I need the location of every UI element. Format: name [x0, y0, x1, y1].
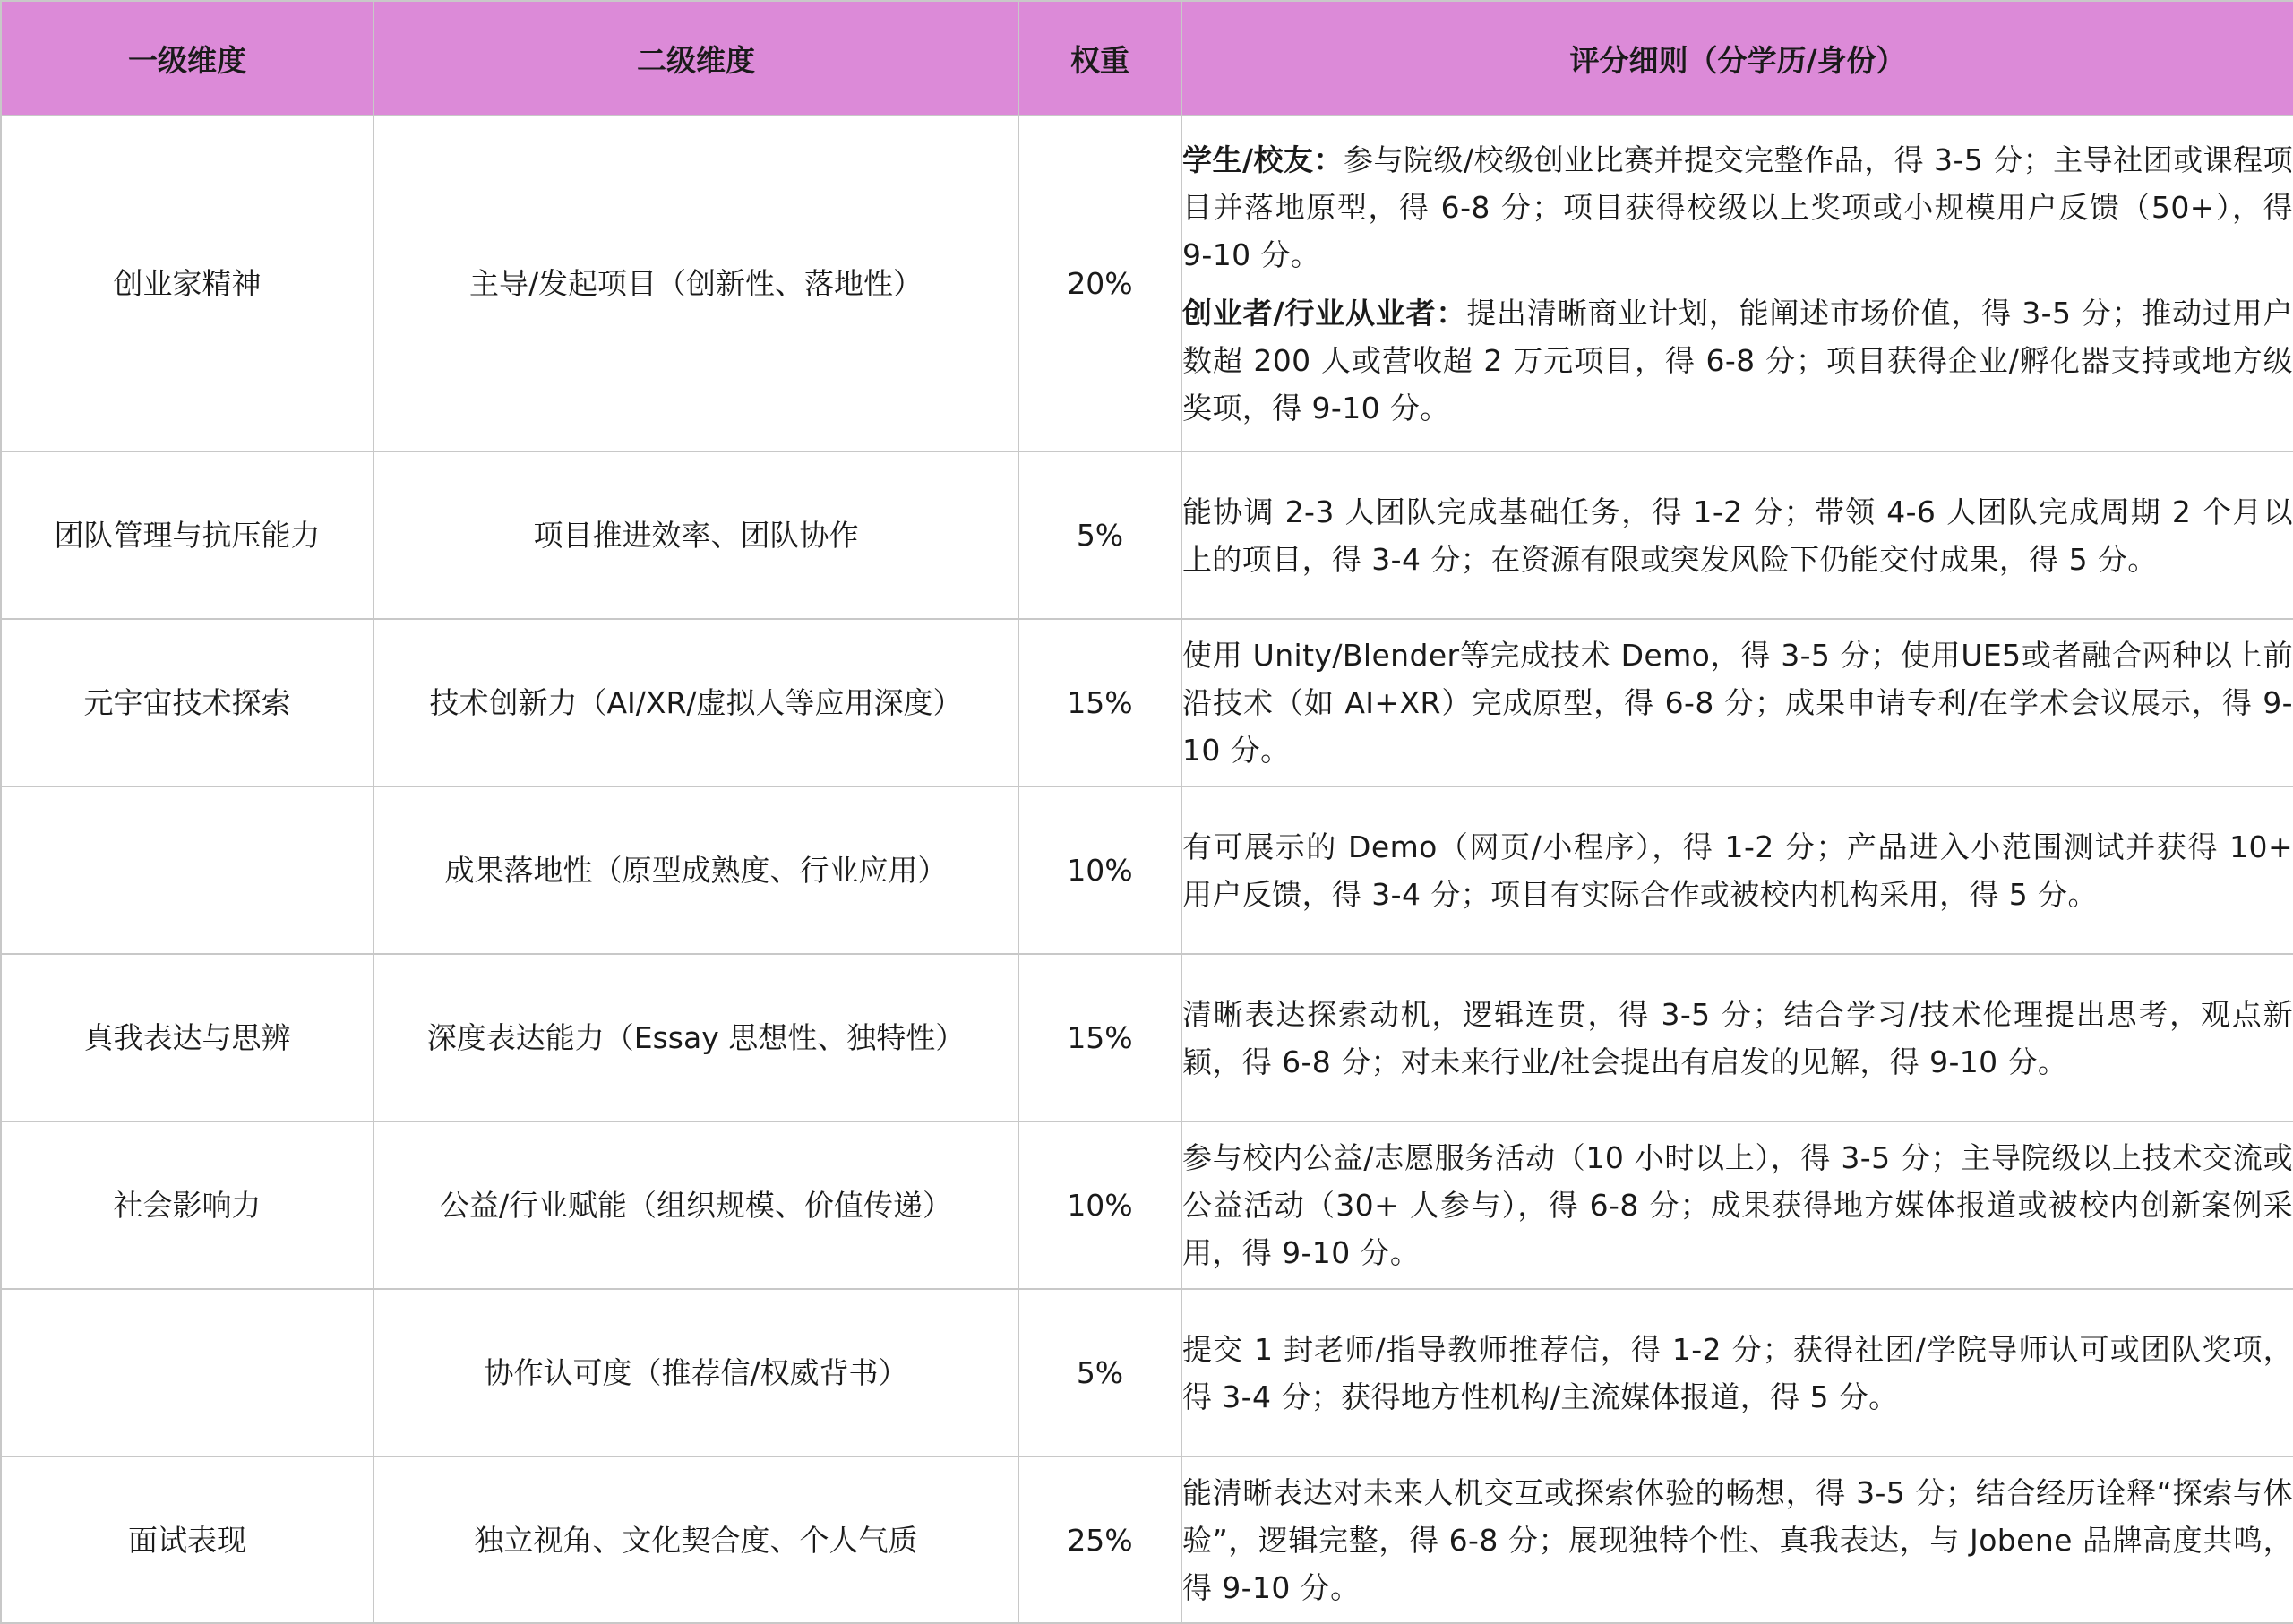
identity-label: 创业者/行业从业者：	[1182, 295, 1467, 331]
rules-text: 参与院级/校级创业比赛并提交完整作品，得 3-5 分；主导社团或课程项目并落地原型，得 6-8 分；项目获得校级以上奖项或小规模用户反馈（50+），得 9-10 分。	[1182, 142, 2293, 272]
rules-cell	[1181, 116, 2293, 451]
dim2-cell: 公益/行业赋能（组织规模、价值传递）	[374, 1121, 1018, 1289]
rules-text: 参与校内公益/志愿服务活动（10 小时以上），得 3-5 分；主导院级以上技术交流或公益活动（30+ 人参与），得 6-8 分；成果获得地方媒体报道或被校内创新案例采用，得 9-10 分。	[1182, 1140, 2293, 1270]
header-row	[1, 1, 2293, 116]
dim2-cell: 主导/发起项目（创新性、落地性）	[374, 116, 1018, 451]
weight-cell: 10%	[1018, 1121, 1181, 1289]
rules-text: 能协调 2-3 人团队完成基础任务，得 1-2 分；带领 4-6 人团队完成周期 2 个月以上的项目，得 3-4 分；在资源有限或突发风险下仍能交付成果，得 5 分。	[1182, 494, 2293, 577]
dim1-cell: 创业家精神	[1, 116, 374, 451]
table-row	[1, 954, 2293, 1121]
rules-text: 使用 Unity/Blender等完成技术 Demo，得 3-5 分；使用UE5或者融合两种以上前沿技术（如 AI+XR）完成原型，得 6-8 分；成果申请专利/在学术会议展示，得 9-10 分。	[1182, 638, 2293, 768]
weight-cell: 25%	[1018, 1456, 1181, 1623]
rules-cell	[1181, 954, 2293, 1121]
table-row	[1, 619, 2293, 786]
rules-cell	[1181, 1121, 2293, 1289]
rules-paragraph	[1182, 823, 2293, 918]
rules-paragraph	[1182, 1326, 2293, 1421]
weight-cell: 15%	[1018, 954, 1181, 1121]
rules-paragraph	[1182, 1469, 2293, 1611]
rules-cell	[1181, 451, 2293, 619]
dim2-cell: 独立视角、文化契合度、个人气质	[374, 1456, 1018, 1623]
rules-cell	[1181, 786, 2293, 954]
dim1-cell: 元宇宙技术探索	[1, 619, 374, 786]
rules-text: 提出清晰商业计划，能阐述市场价值，得 3-5 分；推动过用户数超 200 人或营收超 2 万元项目，得 6-8 分；项目获得企业/孵化器支持或地方级奖项，得 9-10 分。	[1182, 295, 2293, 425]
dim1-cell: 社会影响力	[1, 1121, 374, 1289]
weight-cell: 10%	[1018, 786, 1181, 954]
table-row	[1, 786, 2293, 954]
dim1-cell	[1, 1289, 374, 1456]
table-row	[1, 116, 2293, 451]
rules-cell	[1181, 1456, 2293, 1623]
dim2-cell: 技术创新力（AI/XR/虚拟人等应用深度）	[374, 619, 1018, 786]
weight-cell: 5%	[1018, 451, 1181, 619]
rules-paragraph	[1182, 991, 2293, 1086]
dim1-cell: 团队管理与抗压能力	[1, 451, 374, 619]
dim1-cell: 面试表现	[1, 1456, 374, 1623]
rules-text: 有可展示的 Demo（网页/小程序），得 1-2 分；产品进入小范围测试并获得 10+ 用户反馈，得 3-4 分；项目有实际合作或被校内机构采用，得 5 分。	[1182, 829, 2293, 912]
dim1-cell	[1, 786, 374, 954]
rules-cell	[1181, 619, 2293, 786]
header-weight: 权重	[1018, 1, 1181, 116]
rules-text: 能清晰表达对未来人机交互或探索体验的畅想，得 3-5 分；结合经历诠释“探索与体验”，逻辑完整，得 6-8 分；展现独特个性、真我表达，与 Jobene 品牌高度共鸣，得 9-10 分。	[1182, 1474, 2293, 1605]
weight-cell: 20%	[1018, 116, 1181, 451]
rules-paragraph	[1182, 136, 2293, 279]
rules-text: 提交 1 封老师/指导教师推荐信，得 1-2 分；获得社团/学院导师认可或团队奖项，得 3-4 分；获得地方性机构/主流媒体报道，得 5 分。	[1182, 1331, 2293, 1414]
header-dim2: 二级维度	[374, 1, 1018, 116]
dim2-cell: 协作认可度（推荐信/权威背书）	[374, 1289, 1018, 1456]
table-row	[1, 1121, 2293, 1289]
rules-paragraph	[1182, 488, 2293, 583]
header-dim1: 一级维度	[1, 1, 374, 116]
header-rules: 评分细则（分学历/身份）	[1181, 1, 2293, 116]
table-row	[1, 451, 2293, 619]
rules-paragraph	[1182, 632, 2293, 774]
identity-label: 学生/校友：	[1182, 142, 1344, 177]
dim2-cell: 项目推进效率、团队协作	[374, 451, 1018, 619]
weight-cell: 15%	[1018, 619, 1181, 786]
weight-cell: 5%	[1018, 1289, 1181, 1456]
dim1-cell: 真我表达与思辨	[1, 954, 374, 1121]
rules-text: 清晰表达探索动机，逻辑连贯，得 3-5 分；结合学习/技术伦理提出思考，观点新颖，得 6-8 分；对未来行业/社会提出有启发的见解，得 9-10 分。	[1182, 996, 2293, 1079]
dim2-cell: 深度表达能力（Essay 思想性、独特性）	[374, 954, 1018, 1121]
rules-paragraph	[1182, 289, 2293, 432]
rules-cell	[1181, 1289, 2293, 1456]
rules-paragraph	[1182, 1134, 2293, 1276]
table-row	[1, 1456, 2293, 1623]
table-row	[1, 1289, 2293, 1456]
dim2-cell: 成果落地性（原型成熟度、行业应用）	[374, 786, 1018, 954]
